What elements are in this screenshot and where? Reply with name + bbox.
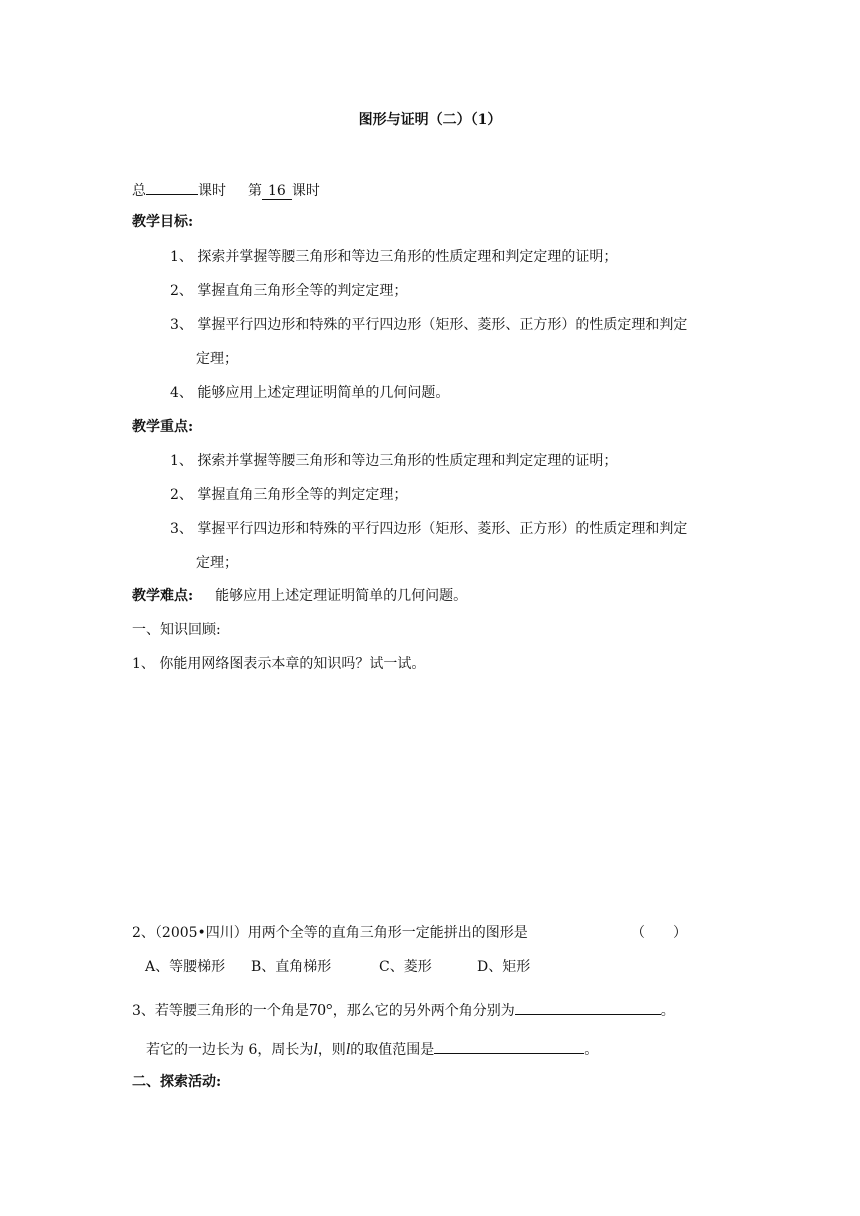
- question-2-stem: 2、（2005•四川）用两个全等的直角三角形一定能拼出的图形是: [132, 925, 528, 941]
- review-heading: 一、知识回顾:: [132, 622, 221, 638]
- q3-text-b: ，那么它的另外两个角分别为: [332, 1003, 515, 1019]
- q3-text-a: 3、若等腰三角形的一个角是: [132, 1003, 309, 1019]
- option-a[interactable]: A、等腰梯形: [145, 959, 226, 975]
- total-hours-label: 总: [132, 183, 146, 199]
- option-d[interactable]: D、矩形: [477, 959, 531, 975]
- question-2-options: [145, 958, 530, 976]
- nth-hour-label: 第: [248, 183, 262, 199]
- hours-line: [132, 180, 320, 200]
- key-point-num: 3、: [170, 521, 193, 537]
- question-3-line-1: [132, 1000, 675, 1020]
- objective-text: 能够应用上述定理证明简单的几何问题。: [197, 385, 450, 401]
- explore-heading: 二、探索活动:: [132, 1074, 222, 1090]
- key-point-item-3: [170, 520, 687, 538]
- objective-item-2: [170, 282, 407, 300]
- key-points-heading: 教学重点:: [132, 419, 194, 435]
- objective-num: 4、: [170, 385, 193, 401]
- key-point-text: 掌握平行四边形和特殊的平行四边形（矩形、菱形、正方形）的性质定理和判定: [197, 521, 688, 537]
- total-hours-suffix: 课时: [198, 183, 226, 199]
- key-point-item-1: [170, 452, 617, 470]
- key-point-num: 2、: [170, 487, 193, 503]
- question-3-line-2: [146, 1039, 598, 1059]
- question-2-answer-paren[interactable]: （ ）: [631, 925, 687, 941]
- key-point-text: 探索并掌握等腰三角形和等边三角形的性质定理和判定定理的证明；: [197, 453, 618, 469]
- q3-text-e: 的取值范围是: [350, 1042, 435, 1058]
- page-title: 图形与证明（二）（1）: [358, 112, 502, 128]
- difficulty-line: [132, 587, 467, 605]
- q3-angles-blank[interactable]: [515, 1000, 661, 1015]
- nth-hour-value: 16: [262, 184, 292, 200]
- key-point-item-2: [170, 486, 407, 504]
- objective-text: 掌握直角三角形全等的判定定理；: [197, 283, 408, 299]
- objective-item-3-cont: 定理；: [196, 351, 238, 367]
- objective-item-1: [170, 248, 617, 266]
- q3-angle: 70°: [308, 1000, 333, 1019]
- option-b[interactable]: B、直角梯形: [251, 959, 332, 975]
- difficulty-text: 能够应用上述定理证明简单的几何问题。: [215, 588, 468, 604]
- objective-num: 2、: [170, 283, 193, 299]
- key-point-num: 1、: [170, 453, 193, 469]
- q3-text-c: 若它的一边长为 6，周长为: [146, 1042, 314, 1058]
- option-c[interactable]: C、菱形: [379, 959, 432, 975]
- question-1: 1、 你能用网络图表示本章的知识吗？试一试。: [132, 656, 426, 672]
- objective-text: 探索并掌握等腰三角形和等边三角形的性质定理和判定定理的证明；: [197, 249, 618, 265]
- objective-num: 3、: [170, 317, 193, 333]
- q3-end-1: 。: [660, 1003, 675, 1019]
- key-point-text: 掌握直角三角形全等的判定定理；: [197, 487, 408, 503]
- objective-text: 掌握平行四边形和特殊的平行四边形（矩形、菱形、正方形）的性质定理和判定: [197, 317, 688, 333]
- objectives-heading: 教学目标:: [132, 214, 194, 230]
- difficulty-heading: 教学难点:: [132, 588, 194, 604]
- objective-item-3: [170, 316, 687, 334]
- objective-item-4: [170, 384, 449, 402]
- q3-text-d: ，则: [317, 1042, 346, 1058]
- total-hours-blank[interactable]: [146, 180, 198, 195]
- key-point-item-3-cont: 定理；: [196, 555, 238, 571]
- objective-num: 1、: [170, 249, 193, 265]
- q3-var-l-2: l: [345, 1041, 351, 1058]
- q3-var-l: l: [313, 1041, 318, 1058]
- nth-hour-suffix: 课时: [291, 183, 320, 199]
- q3-end-2: 。: [584, 1042, 599, 1058]
- q3-range-blank[interactable]: [434, 1039, 584, 1054]
